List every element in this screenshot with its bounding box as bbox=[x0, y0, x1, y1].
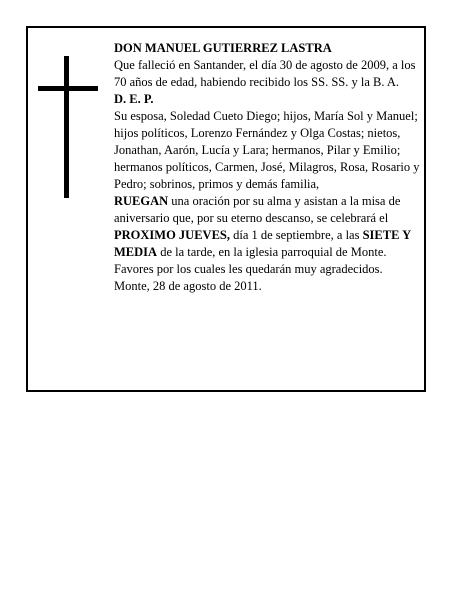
proximo-jueves-label: PROXIMO JUEVES, bbox=[114, 228, 230, 242]
ruegan-label: RUEGAN bbox=[114, 194, 169, 208]
cross-icon bbox=[38, 56, 98, 198]
dep-label: D. E. P. bbox=[114, 92, 154, 106]
obituary-frame bbox=[26, 26, 426, 392]
death-info: Que falleció en Santander, el día 30 de agosto de 2009, a los 70 años de edad, habiendo recibido los SS. SS. y la B. A. bbox=[114, 58, 416, 89]
location-text: de la tarde, en la iglesia parroquial de Monte. Favores por los cuales les quedarán muy agradecidos. bbox=[114, 245, 387, 276]
time-label: SIETE Y MEDIA bbox=[114, 228, 411, 259]
mass-announcement bbox=[114, 193, 420, 278]
deceased-name: DON MANUEL GUTIERREZ LASTRA bbox=[114, 41, 332, 55]
prayer-text: una oración por su alma y asistan a la misa de aniversario que, por su eterno descanso, se celebrará el bbox=[114, 194, 401, 225]
family-list: Su esposa, Soledad Cueto Diego; hijos, María Sol y Manuel; hijos políticos, Lorenzo Fernández y Olga Costas; nietos, Jonathan, Aarón, Lucía y Lara; hermanos, Pilar y Emilio; hermanos políticos, Carmen, José, Milagros, Rosa, Rosario y Pedro; sobrinos, primos y demás familia, bbox=[114, 109, 420, 191]
signoff: Monte, 28 de agosto de 2011. bbox=[114, 279, 262, 293]
date-text: día 1 de septiembre, a las bbox=[229, 228, 363, 242]
obituary-text bbox=[114, 40, 420, 295]
